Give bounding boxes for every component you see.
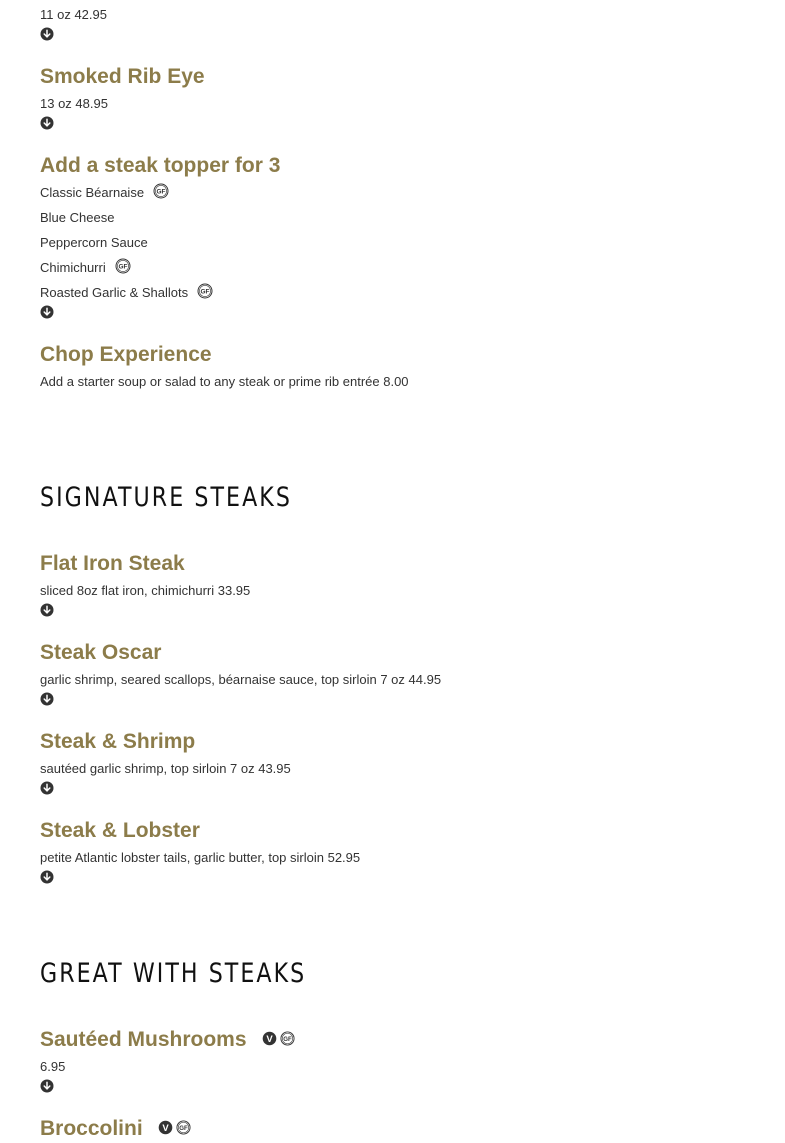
gluten-free-icon [176, 1120, 191, 1135]
chevron-down-circle-icon[interactable] [40, 27, 54, 41]
gluten-free-icon [115, 258, 131, 274]
menu-item-header [40, 1027, 295, 1053]
vegetarian-icon [262, 1031, 277, 1046]
svg-text:GF: GF [118, 263, 128, 271]
topper-item [40, 260, 131, 276]
item-description: 6.95 [40, 1059, 66, 1074]
topper-item [40, 285, 213, 301]
chevron-down-circle-icon[interactable] [40, 781, 54, 795]
item-description: 13 oz 48.95 [40, 96, 108, 111]
chevron-down-circle-icon[interactable] [40, 1079, 54, 1093]
topper-label: Roasted Garlic & Shallots [40, 285, 189, 300]
section-title-great-with-steaks: GREAT WITH STEAKS [40, 958, 307, 989]
item-description: petite Atlantic lobster tails, garlic butter, top sirloin 52.95 [40, 850, 361, 865]
item-name: Steak Oscar [40, 641, 162, 664]
chevron-down-circle-icon[interactable] [40, 603, 54, 617]
gluten-free-icon [153, 183, 169, 199]
item-description: garlic shrimp, seared scallops, béarnaise sauce, top sirloin 7 oz 44.95 [40, 672, 442, 687]
svg-text:V: V [162, 1122, 169, 1134]
svg-text:GF: GF [200, 288, 210, 296]
item-name: Broccolini [40, 1117, 143, 1140]
chevron-down-circle-icon[interactable] [40, 305, 54, 319]
gluten-free-icon [197, 283, 213, 299]
item-name: Sautéed Mushrooms [40, 1028, 247, 1051]
topper-item [40, 185, 169, 201]
cut-off-item-name [0, 0, 260, 2]
chevron-down-circle-icon[interactable] [40, 870, 54, 884]
topper-label: Blue Cheese [40, 210, 115, 225]
topper-label: Peppercorn Sauce [40, 235, 148, 250]
item-name: Smoked Rib Eye [40, 65, 205, 88]
chevron-down-circle-icon[interactable] [40, 692, 54, 706]
item-description: sautéed garlic shrimp, top sirloin 7 oz 43.95 [40, 761, 291, 776]
vegetarian-icon [158, 1120, 173, 1135]
chop-experience-description: Add a starter soup or salad to any steak or prime rib entrée 8.00 [40, 374, 409, 389]
item-description: 11 oz 42.95 [40, 7, 107, 22]
chop-experience-title: Chop Experience [40, 343, 212, 366]
svg-text:GF: GF [178, 1124, 188, 1132]
svg-text:V: V [265, 1033, 273, 1045]
chevron-down-circle-icon[interactable] [40, 116, 54, 130]
toppers-title: Add a steak topper for 3 [40, 154, 281, 177]
item-name: Steak & Lobster [40, 819, 200, 842]
svg-text:GF: GF [156, 188, 166, 196]
topper-label: Classic Béarnaise [40, 185, 145, 200]
gluten-free-icon [280, 1031, 295, 1046]
item-name: Flat Iron Steak [40, 552, 185, 575]
item-description: sliced 8oz flat iron, chimichurri 33.95 [40, 583, 251, 598]
menu-item-header [40, 1116, 191, 1142]
svg-text:GF: GF [282, 1035, 292, 1043]
topper-label: Chimichurri [40, 260, 106, 275]
item-name: Steak & Shrimp [40, 730, 196, 753]
section-title-signature-steaks: SIGNATURE STEAKS [40, 482, 292, 513]
